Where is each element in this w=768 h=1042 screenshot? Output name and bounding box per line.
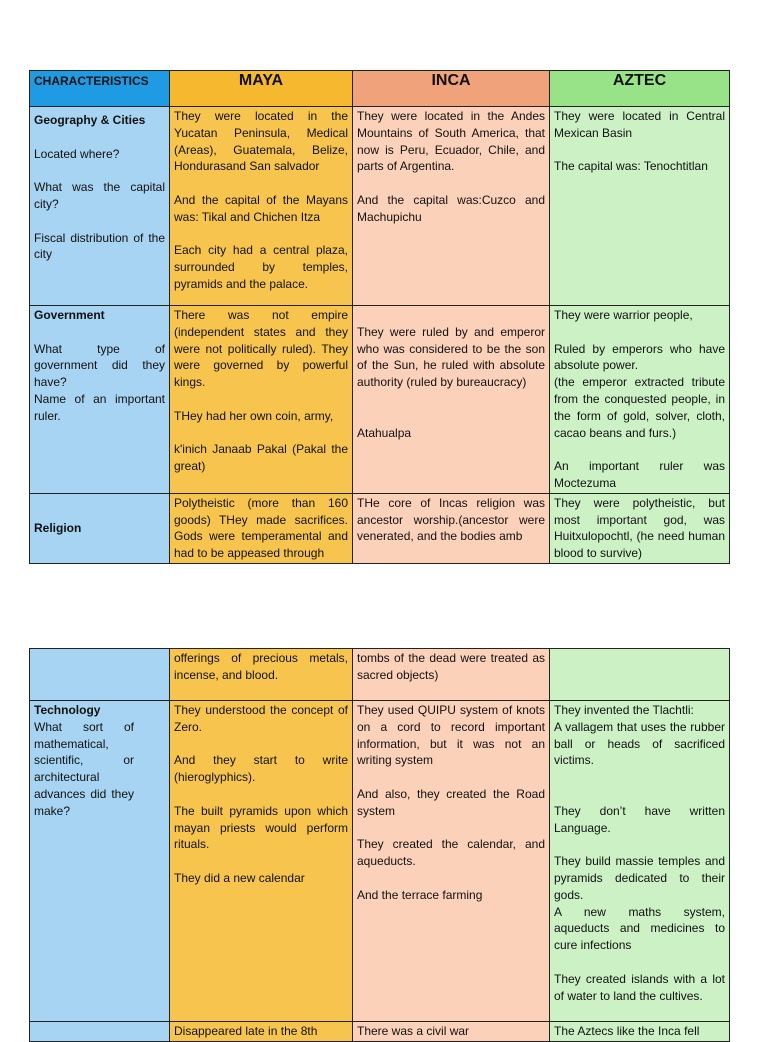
religion-inca-cell	[353, 493, 550, 563]
religion-row	[30, 493, 730, 563]
comparison-table-page-2	[29, 648, 730, 1042]
technology-maya-writing: And they start to write (hieroglyphics).	[174, 753, 348, 785]
technology-maya-pyramids: The built pyramids upon which mayan priests would perform rituals.	[174, 803, 348, 852]
government-title: Government	[34, 308, 105, 322]
geography-maya-city-layout: Each city had a central plaza, surrounded by temples, pyramids and the palace.	[174, 243, 348, 291]
next-row	[30, 1022, 730, 1042]
technology-aztec-language: They don’t have written Language.	[554, 803, 725, 835]
religion-continued-aztec-cell	[550, 649, 730, 701]
government-aztec-people: They were warrior people,	[554, 308, 693, 322]
government-inca-type: They were ruled by and emperor who was considered to be the son of the Sun, he ruled with absolute authority (ruled by bureaucracy)	[357, 324, 545, 390]
technology-inca-roads: And also, they created the Road system	[357, 786, 545, 818]
technology-row	[30, 701, 730, 1022]
header-maya: MAYA	[170, 71, 353, 107]
government-inca-ruler: Atahualpa	[357, 425, 412, 440]
technology-characteristic-cell	[30, 701, 170, 1022]
geography-maya-location: They were located in the Yucatan Peninsula, Medical (Areas), Guatemala, Belize, Hondurasand San salvador	[174, 109, 348, 174]
next-inca-text: There was a civil war	[357, 1024, 470, 1038]
government-characteristic-cell	[30, 306, 170, 494]
religion-aztec-cell	[550, 493, 730, 563]
geography-maya-capital: And the capital of the Mayans was: Tikal and Chichen Itza	[174, 192, 348, 224]
government-inca-cell	[353, 306, 550, 494]
next-aztec-text: The Aztecs like the Inca fell	[554, 1024, 700, 1038]
technology-maya-calendar: They did a new calendar	[174, 870, 305, 885]
geography-inca-capital: And the capital was:Cuzco and Machupichu	[357, 192, 545, 224]
technology-aztec-ballgame: A vallagem that uses the rubber ball or heads of sacrificed victims.	[554, 719, 725, 768]
geography-title: Geography & Cities	[34, 113, 146, 127]
religion-continued-row	[30, 649, 730, 701]
technology-inca-calendar: They created the calendar, and aqueducts.	[357, 837, 545, 869]
geography-row	[30, 107, 730, 306]
technology-question: What sort of mathematical, scientific, or architectural advances did they make?	[34, 719, 134, 818]
technology-inca-cell	[353, 701, 550, 1022]
technology-aztec-islands: They created islands with a lot of water to land the cultives.	[554, 971, 725, 1003]
religion-characteristic-cell	[30, 493, 170, 563]
next-inca-cell	[353, 1022, 550, 1042]
technology-aztec-cell	[550, 701, 730, 1022]
next-aztec-cell	[550, 1022, 730, 1042]
geography-maya-cell	[170, 107, 353, 306]
technology-maya-cell	[170, 701, 353, 1022]
government-maya-assets: THey had her own coin, army,	[174, 408, 334, 423]
religion-continued-characteristic-cell	[30, 649, 170, 701]
geography-question-capital: What was the capital city?	[34, 180, 165, 211]
religion-title: Religion	[34, 520, 82, 535]
religion-continued-maya-text: offerings of precious metals, incense, and blood.	[174, 651, 348, 682]
government-maya-ruler: k'inich Janaab Pakal (Pakal the great)	[174, 442, 348, 474]
government-aztec-tribute: (the emperor extracted tribute from the conquested people, in the form of gold, solver, cloth, cacao beans and furs.)	[554, 375, 725, 440]
religion-continued-inca-cell	[353, 649, 550, 701]
technology-title: Technology	[34, 703, 101, 717]
religion-continued-inca-text: tombs of the dead were treated as sacred objects)	[357, 651, 545, 682]
technology-aztec-maths: A new maths system, aqueducts and medicines to cure infections	[554, 904, 725, 953]
header-characteristics: CHARACTERISTICS	[30, 71, 170, 107]
government-aztec-type: Ruled by emperors who have absolute power.	[554, 341, 725, 373]
technology-inca-quipu: They used QUIPU system of knots on a cord to record important information, but it was not an writing system	[357, 703, 545, 768]
religion-aztec-text: They were polytheistic, but most important god, was Huitxulopochtl, (he need human blood to survive)	[554, 495, 725, 561]
government-question-type: What type of government did they have?	[34, 341, 165, 390]
header-inca: INCA	[353, 71, 550, 107]
next-maya-cell	[170, 1022, 353, 1042]
geography-question-location: Located where?	[34, 146, 120, 161]
geography-inca-cell	[353, 107, 550, 306]
comparison-table-page-1	[29, 70, 730, 564]
technology-aztec-temples: They build massie temples and pyramids dedicated to their gods.	[554, 854, 725, 902]
header-row	[30, 71, 730, 107]
technology-inca-terraces: And the terrace farming	[357, 887, 483, 902]
government-maya-type: There was not empire (independent states and they were not politically ruled). They were governed by powerful kings.	[174, 308, 348, 390]
government-aztec-cell	[550, 306, 730, 494]
government-row	[30, 306, 730, 494]
header-aztec: AZTEC	[550, 71, 730, 107]
technology-maya-zero: They understood the concept of Zero.	[174, 703, 348, 734]
government-question-ruler: Name of an important ruler.	[34, 391, 165, 423]
geography-aztec-location: They were located in Central Mexican Basin	[554, 109, 725, 140]
religion-maya-cell	[170, 493, 353, 563]
next-maya-text: Disappeared late in the 8th	[174, 1024, 318, 1038]
geography-aztec-capital: The capital was: Tenochtitlan	[554, 159, 708, 174]
next-characteristic-cell	[30, 1022, 170, 1042]
geography-question-distribution: Fiscal distribution of the city	[34, 230, 165, 262]
geography-inca-location: They were located in the Andes Mountains of South America, that now is Peru, Ecuador, Chile, and parts of Argentina.	[357, 109, 545, 174]
religion-inca-text: THe core of Incas religion was ancestor worship.(ancestor were venerated, and the bodies amb	[357, 495, 545, 544]
religion-maya-text: Polytheistic (more than 160 goods) THey made sacrifices. Gods were temperamental and had to be appeased through	[174, 495, 348, 561]
geography-characteristic-cell	[30, 107, 170, 306]
technology-aztec-tlachtli: They invented the Tlachtli:	[554, 703, 694, 717]
geography-aztec-cell	[550, 107, 730, 306]
government-aztec-ruler: An important ruler was Moctezuma	[554, 459, 725, 490]
religion-continued-maya-cell	[170, 649, 353, 701]
government-maya-cell	[170, 306, 353, 494]
